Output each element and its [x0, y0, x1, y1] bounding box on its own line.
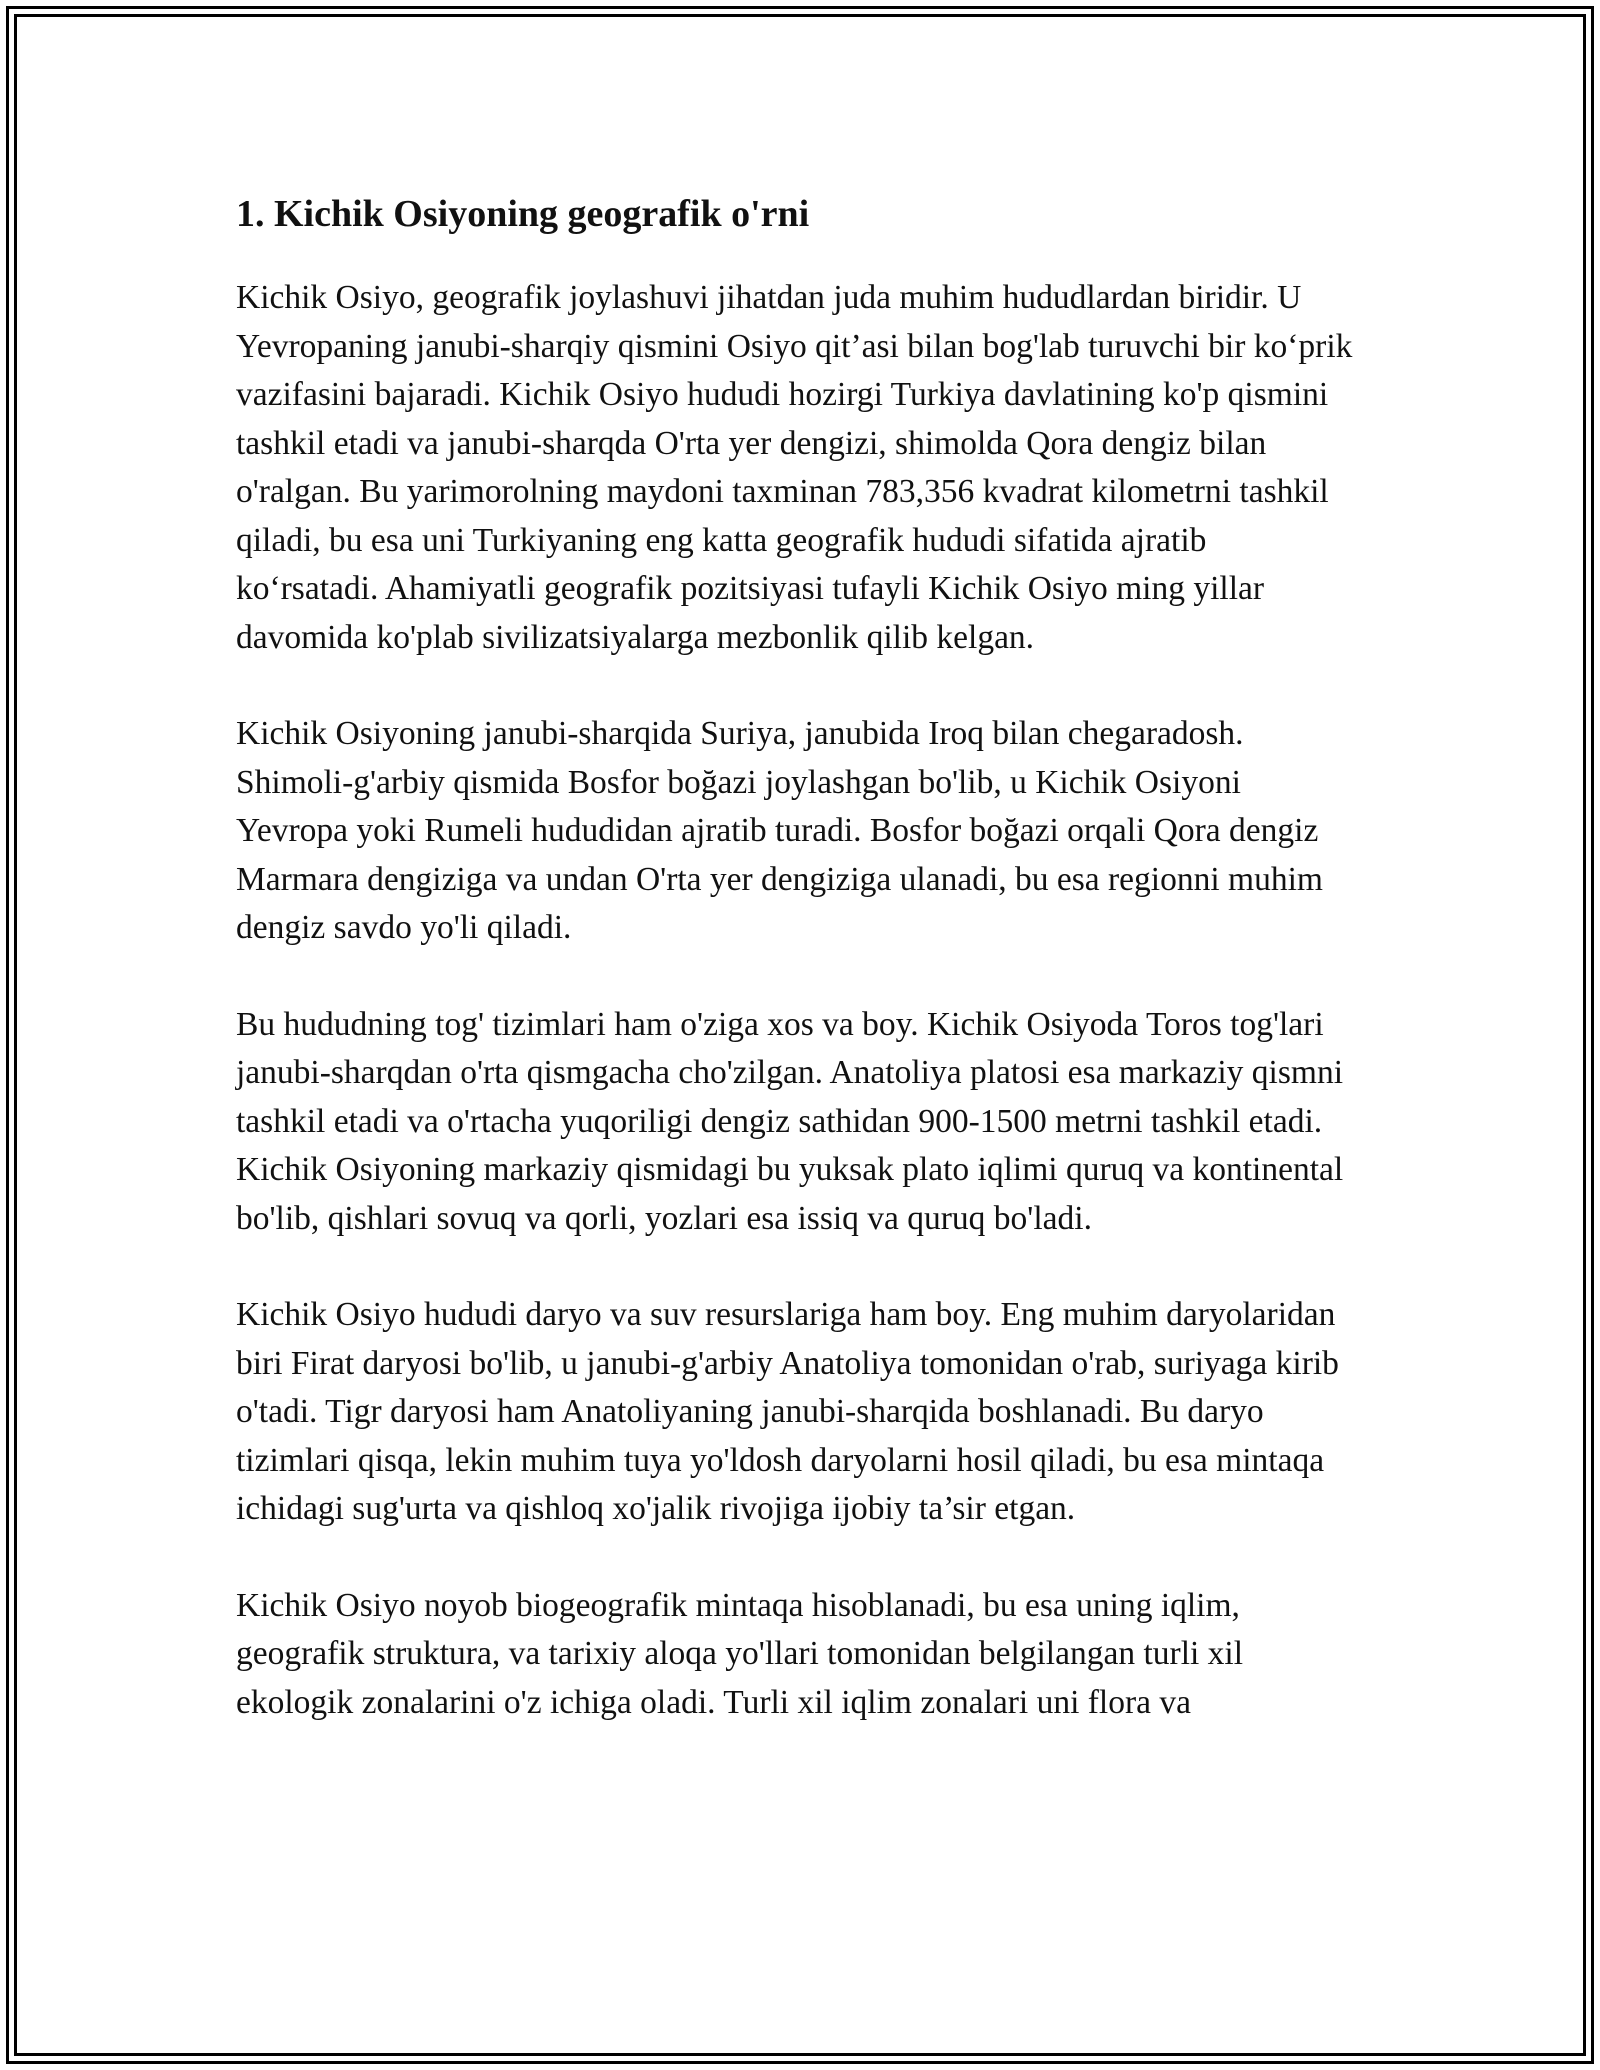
paragraph-borders: Kichik Osiyoning janubi-sharqida Suriya, janubida Iroq bilan chegaradosh. Shimoli-g'arbiy qismida Bosfor boğazi joylashgan bo'lib, u Kichik Osiyoni Yevropa yoki Rumeli hududidan ajratib turadi. Bosfor boğazi orqali Qora dengiz Marmara dengiziga va undan O'rta yer dengiziga ulanadi, bu esa regionni muhim dengiz savdo yo'li qiladi.	[236, 715, 1323, 946]
section-heading: 1. Kichik Osiyoning geografik o'rni	[236, 193, 810, 235]
paragraph-mountains: Bu hududning tog' tizimlari ham o'ziga xos va boy. Kichik Osiyoda Toros tog'lari janubi-sharqdan o'rta qismgacha cho'zilgan. Anatoliya platosi esa markaziy qismni tashkil etadi va o'rtacha yuqoriligi dengiz sathidan 900-1500 metrni tashkil etadi. Kichik Osiyoning markaziy qismidagi bu yuksak plato iqlimi quruq va kontinental bo'lib, qishlari sovuq va qorli, yozlari esa issiq va quruq bo'ladi.	[236, 1005, 1344, 1237]
paragraph-rivers: Kichik Osiyo hududi daryo va suv resurslariga ham boy. Eng muhim daryolaridan biri Firat daryosi bo'lib, u janubi-g'arbiy Anatoliya tomonidan o'rab, suriyaga kirib o'tadi. Tigr daryosi ham Anatoliyaning janubi-sharqida boshlanadi. Bu daryo tizimlari qisqa, lekin muhim tuya yo'ldosh daryolarni hosil qiladi, bu esa mintaqa ichidagi sug'urta va qishloq xo'jalik rivojiga ijobiy ta’sir etgan.	[236, 1296, 1339, 1527]
document-body	[236, 186, 1356, 1727]
paragraph-biogeography: Kichik Osiyo noyob biogeografik mintaqa hisoblanadi, bu esa uning iqlim, geografik struktura, va tarixiy aloqa yo'llari tomonidan belgilangan turli xil ekologik zonalarini o'z ichiga oladi. Turli xil iqlim zonalari uni flora va	[236, 1586, 1244, 1721]
paragraph-location: Kichik Osiyo, geografik joylashuvi jihatdan juda muhim hududlardan biridir. U Yevropaning janubi-sharqiy qismini Osiyo qit’asi bilan bog'lab turuvchi bir ko‘prik vazifasini bajaradi. Kichik Osiyo hududi hozirgi Turkiya davlatining ko'p qismini tashkil etadi va janubi-sharqda O'rta yer dengizi, shimolda Qora dengiz bilan o'ralgan. Bu yarimorolning maydoni taxminan 783,356 kvadrat kilometrni tashkil qiladi, bu esa uni Turkiyaning eng katta geografik hududi sifatida ajratib ko‘rsatadi. Ahamiyatli geografik pozitsiyasi tufayli Kichik Osiyo ming yillar davomida ko'plab sivilizatsiyalarga mezbonlik qilib kelgan.	[236, 279, 1353, 656]
